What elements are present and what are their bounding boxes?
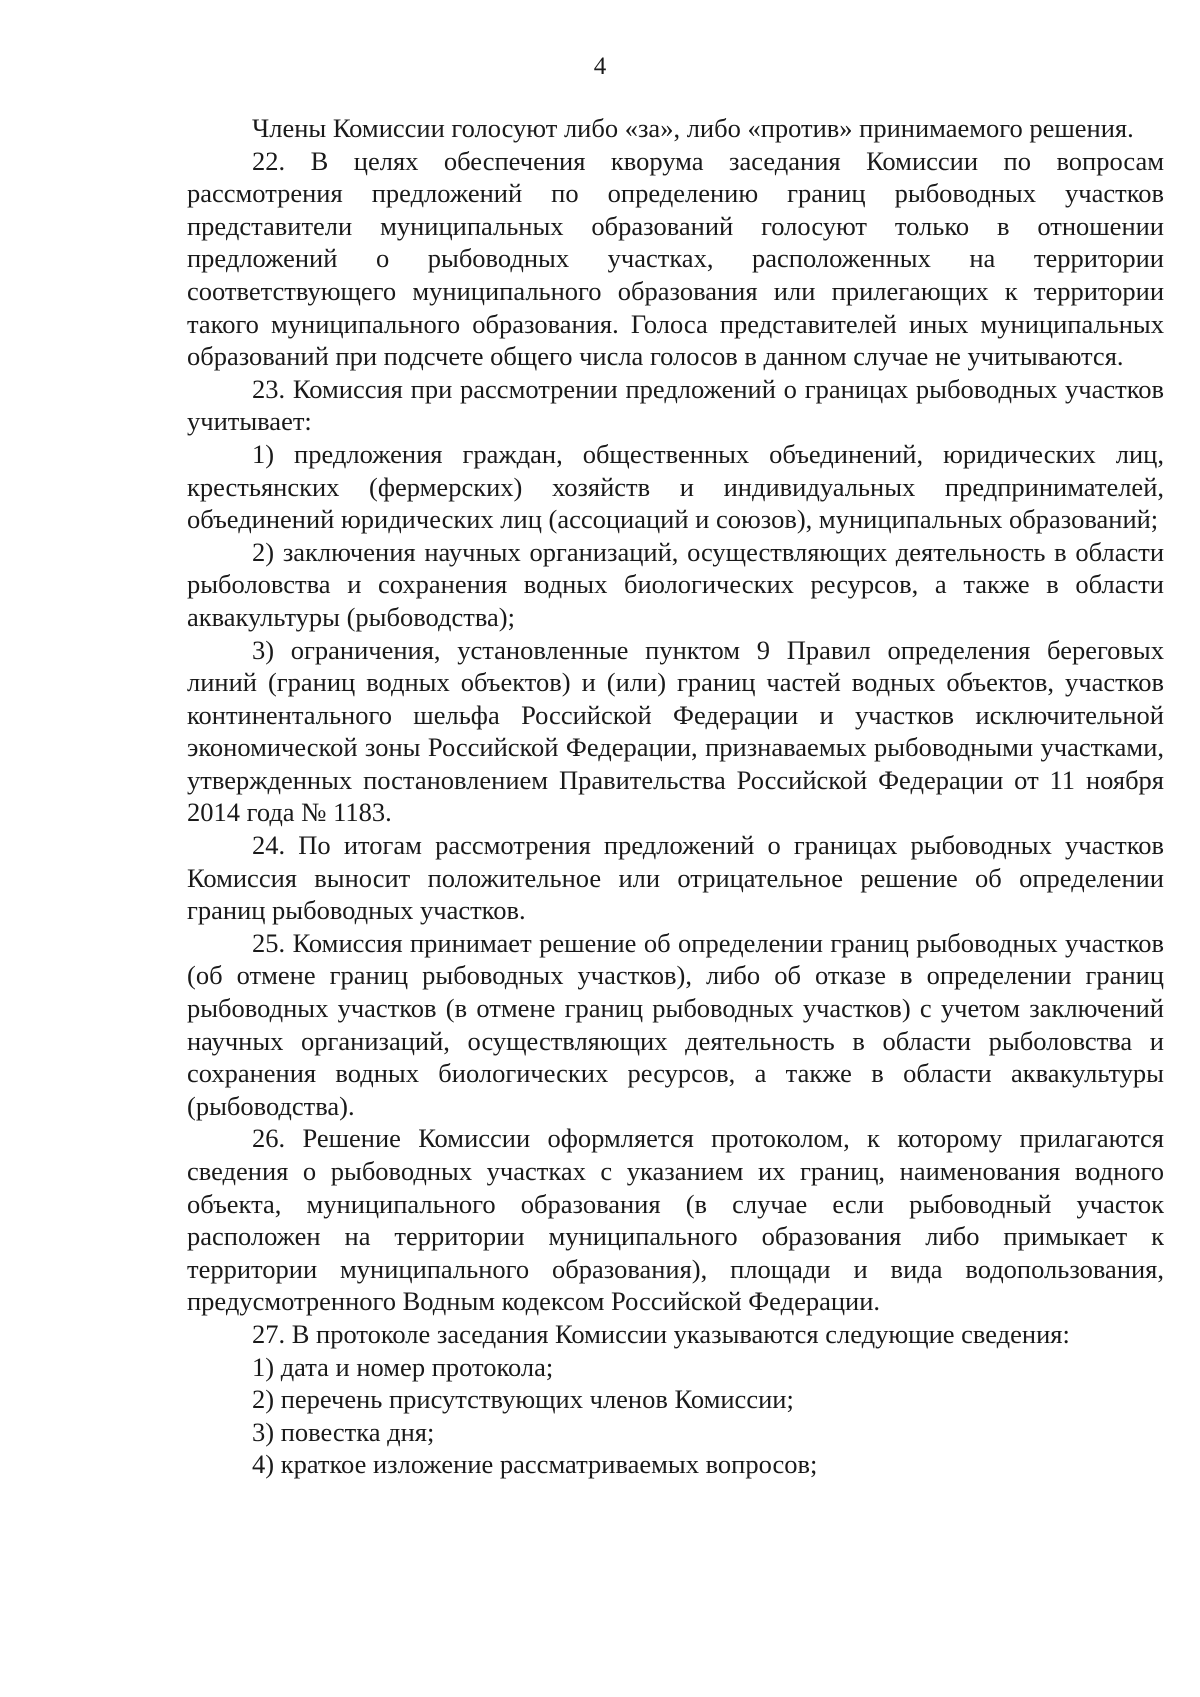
paragraph-members-vote: Члены Комиссии голосуют либо «за», либо «против» принимаемого решения. bbox=[252, 113, 1134, 143]
paragraph-23: 23. Комиссия при рассмотрении предложений о границах рыбоводных участков учитывает: bbox=[187, 373, 1164, 437]
paragraph-27-item-3: 3) повестка дня; bbox=[252, 1416, 435, 1447]
paragraph-25: 25. Комиссия принимает решение об определении границ рыбоводных участков (об отмене границ рыбоводных участков), либо об отказе в определении границ рыбоводных участков (в отмене границ рыбоводных участков) с учетом заключений научных организаций, осуществляющих деятельность в области рыболовства и сохранения водных биологических ресурсов, а также в области аквакультуры (рыбоводства). bbox=[187, 927, 1164, 1121]
paragraph-27: 27. В протоколе заседания Комиссии указываются следующие сведения: bbox=[252, 1318, 1070, 1349]
document-body bbox=[187, 112, 1164, 1481]
paragraph-22: 22. В целях обеспечения кворума заседания Комиссии по вопросам рассмотрения предложений по определению границ рыбоводных участков представители муниципальных образований голосуют только в отношении предложений о рыбоводных участках, расположенных на территории соответствующего муниципального образования или прилегающих к территории такого муниципального образования. Голоса представителей иных муниципальных образований при подсчете общего числа голосов в данном случае не учитываются. bbox=[187, 145, 1164, 372]
paragraph-23-item-2: 2) заключения научных организаций, осуществляющих деятельность в области рыболовства и сохранения водных биологических ресурсов, а также в области аквакультуры (рыбоводства); bbox=[187, 536, 1164, 632]
paragraph-27-item-4: 4) краткое изложение рассматриваемых вопросов; bbox=[252, 1449, 818, 1480]
paragraph-23-item-3: 3) ограничения, установленные пунктом 9 Правил определения береговых линий (границ водных объектов) и (или) границ частей водных объектов, участков континентального шельфа Российской Федерации и участков исключительной экономической зоны Российской Федерации, признаваемых рыбоводными участками, утвержденных постановлением Правительства Российской Федерации от 11 ноября 2014 года № 1183. bbox=[187, 634, 1164, 828]
paragraph-27-item-1: 1) дата и номер протокола; bbox=[252, 1351, 554, 1382]
page-number: 4 bbox=[593, 53, 607, 80]
paragraph-23-item-1: 1) предложения граждан, общественных объединений, юридических лиц, крестьянских (фермерских) хозяйств и индивидуальных предпринимателей, объединений юридических лиц (ассоциаций и союзов), муниципальных образований; bbox=[187, 438, 1164, 535]
paragraph-27-item-2: 2) перечень присутствующих членов Комиссии; bbox=[252, 1384, 794, 1415]
paragraph-26: 26. Решение Комиссии оформляется протоколом, к которому прилагаются сведения о рыбоводных участках с указанием их границ, наименования водного объекта, муниципального образования (в случае если рыбоводный участок расположен на территории муниципального образования либо примыкает к территории муниципального образования), площади и вида водопользования, предусмотренного Водным кодексом Российской Федерации. bbox=[187, 1123, 1164, 1317]
paragraph-24: 24. По итогам рассмотрения предложений о границах рыбоводных участков Комиссия выносит положительное или отрицательное решение об определении границ рыбоводных участков. bbox=[187, 830, 1164, 926]
